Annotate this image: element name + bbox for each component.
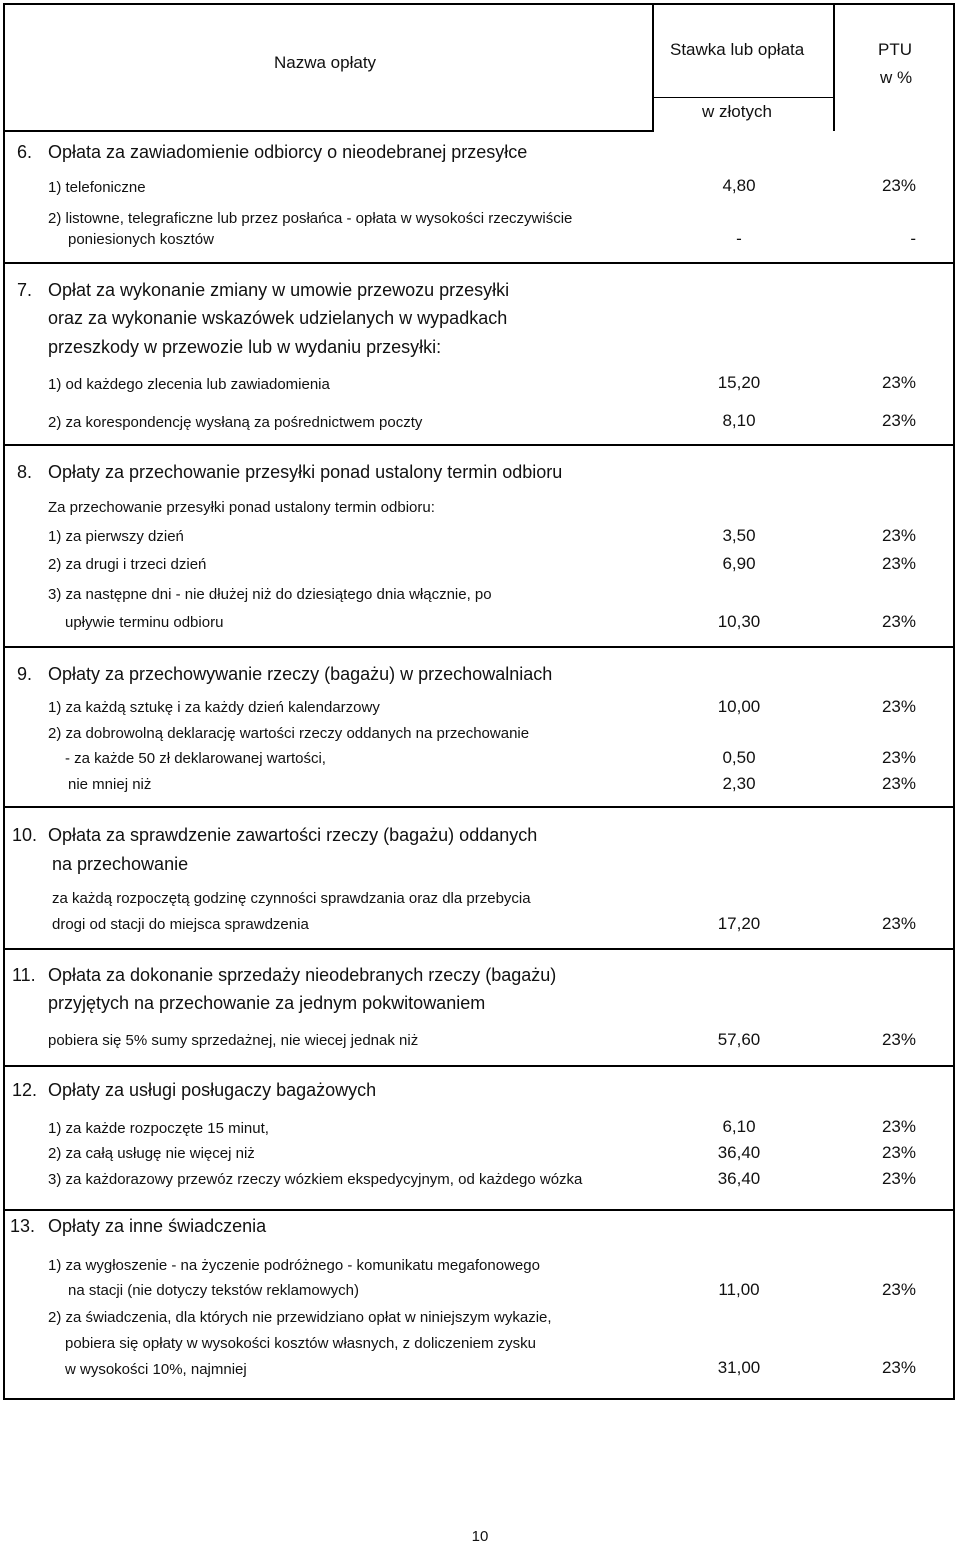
section-title: Opłata za zawiadomienie odbiorcy o nieodebranej przesyłce — [48, 142, 528, 162]
section-separator — [3, 646, 955, 648]
fee-item-text: 1) telefoniczne — [48, 179, 146, 196]
ptu-rate: 23% — [881, 526, 916, 545]
ptu-rate: 23% — [881, 373, 916, 392]
fee-value: 0,50 — [722, 748, 756, 767]
ptu-rate: - — [910, 229, 916, 248]
section-number: 10. — [12, 825, 38, 845]
header-bottom-line — [3, 130, 654, 132]
column-divider-ptu — [833, 3, 835, 131]
fee-item-text: 2) listowne, telegraficzne lub przez posłańca - opłata w wysokości rzeczywiście — [48, 210, 573, 227]
fee-item-text: 2) za drugi i trzeci dzień — [48, 556, 207, 573]
fee-item-text: 1) za wygłoszenie - na życzenie podróżnego - komunikatu megafonowego — [48, 1257, 540, 1274]
fee-item-text: nie mniej niż — [68, 776, 152, 793]
fee-item-text: pobiera się 5% sumy sprzedażnej, nie wiecej jednak niż — [48, 1032, 419, 1049]
section-separator — [3, 444, 955, 446]
fee-item-text: 1) od każdego zlecenia lub zawiadomienia — [48, 376, 330, 393]
fee-value: 4,80 — [722, 176, 756, 195]
header-ptu: PTU — [878, 40, 912, 59]
fee-item-text: poniesionych kosztów — [68, 231, 214, 248]
fee-item-text: 1) za każde rozpoczęte 15 minut, — [48, 1120, 269, 1137]
fee-item-text: - za każde 50 zł deklarowanej wartości, — [65, 750, 326, 767]
section-number: 7. — [17, 280, 33, 300]
section-title: przyjętych na przechowanie za jednym pokwitowaniem — [48, 993, 486, 1013]
page-number: 10 — [471, 1528, 489, 1545]
header-rate: Stawka lub opłata — [670, 40, 805, 59]
section-number: 8. — [17, 462, 33, 482]
header-rate-unit: w złotych — [702, 102, 772, 121]
fee-item-text: w wysokości 10%, najmniej — [65, 1361, 247, 1378]
ptu-rate: 23% — [881, 697, 916, 716]
section-number: 6. — [17, 142, 33, 162]
fee-value: 36,40 — [717, 1169, 761, 1188]
fee-item-text: 2) za dobrowolną deklarację wartości rzeczy oddanych na przechowanie — [48, 725, 530, 742]
fee-item-text: pobiera się opłaty w wysokości kosztów własnych, z doliczeniem zysku — [65, 1335, 537, 1352]
ptu-rate: 23% — [881, 914, 916, 933]
fee-value: 17,20 — [717, 914, 761, 933]
rate-header-divider — [653, 97, 833, 98]
ptu-rate: 23% — [881, 612, 916, 631]
section-title: Opłat za wykonanie zmiany w umowie przewozu przesyłki — [48, 280, 510, 300]
ptu-rate: 23% — [881, 176, 916, 195]
section-intro: Za przechowanie przesyłki ponad ustalony termin odbioru: — [48, 499, 435, 516]
fee-item-text: 2) za świadczenia, dla których nie przewidziano opłat w niniejszym wykazie, — [48, 1309, 552, 1326]
fee-item-text: drogi od stacji do miejsca sprawdzenia — [52, 916, 309, 933]
section-separator — [3, 262, 955, 264]
section-title: Opłaty za przechowywanie rzeczy (bagażu) w przechowalniach — [48, 664, 553, 684]
section-separator — [3, 1209, 955, 1211]
fee-item-text: 2) za całą usługę nie więcej niż — [48, 1145, 255, 1162]
ptu-rate: 23% — [881, 774, 916, 793]
fee-value: 3,50 — [722, 526, 756, 545]
section-number: 13. — [10, 1216, 36, 1236]
column-divider-rate — [652, 3, 654, 131]
section-number: 12. — [12, 1080, 38, 1100]
ptu-rate: 23% — [881, 748, 916, 767]
section-number: 9. — [17, 664, 33, 684]
section-title: Opłata za sprawdzenie zawartości rzeczy (bagażu) oddanych — [48, 825, 538, 845]
fee-value: 10,00 — [717, 697, 761, 716]
fee-item-text: 2) za korespondencję wysłaną za pośrednictwem poczty — [48, 414, 423, 431]
fee-value: - — [736, 229, 742, 248]
ptu-rate: 23% — [881, 1169, 916, 1188]
fee-item-text: za każdą rozpoczętą godzinę czynności sprawdzania oraz dla przebycia — [52, 890, 531, 907]
fee-value: 2,30 — [722, 774, 756, 793]
fee-value: 6,90 — [722, 554, 756, 573]
fee-value: 36,40 — [717, 1143, 761, 1162]
ptu-rate: 23% — [881, 1143, 916, 1162]
fee-value: 6,10 — [722, 1117, 756, 1136]
ptu-rate: 23% — [881, 1280, 916, 1299]
fee-item-text: 3) za każdorazowy przewóz rzeczy wózkiem ekspedycyjnym, od każdego wózka — [48, 1171, 583, 1188]
section-title: na przechowanie — [52, 854, 189, 874]
section-separator — [3, 1065, 955, 1067]
fee-value: 31,00 — [717, 1358, 761, 1377]
fee-value: 57,60 — [717, 1030, 761, 1049]
ptu-rate: 23% — [881, 554, 916, 573]
fee-item-text: 1) za pierwszy dzień — [48, 528, 184, 545]
section-title: oraz za wykonanie wskazówek udzielanych w wypadkach — [48, 308, 508, 328]
section-title: Opłaty za przechowanie przesyłki ponad ustalony termin odbioru — [48, 462, 563, 482]
fee-item-text: upływie terminu odbioru — [65, 614, 224, 631]
fee-value: 11,00 — [718, 1280, 760, 1299]
ptu-rate: 23% — [881, 1030, 916, 1049]
fee-value: 15,20 — [717, 373, 761, 392]
ptu-rate: 23% — [881, 1358, 916, 1377]
section-separator — [3, 806, 955, 808]
section-title: przeszkody w przewozie lub w wydaniu przesyłki: — [48, 337, 442, 357]
section-title: Opłaty za inne świadczenia — [48, 1216, 267, 1236]
fee-item-text: na stacji (nie dotyczy tekstów reklamowych) — [68, 1282, 359, 1299]
section-title: Opłata za dokonanie sprzedaży nieodebranych rzeczy (bagażu) — [48, 965, 557, 985]
fee-item-text: 1) za każdą sztukę i za każdy dzień kalendarzowy — [48, 699, 380, 716]
section-separator — [3, 948, 955, 950]
fee-item-text: 3) za następne dni - nie dłużej niż do dziesiątego dnia włącznie, po — [48, 586, 492, 603]
ptu-rate: 23% — [881, 1117, 916, 1136]
header-name: Nazwa opłaty — [274, 53, 377, 72]
ptu-rate: 23% — [881, 411, 916, 430]
fee-value: 8,10 — [722, 411, 756, 430]
fee-value: 10,30 — [717, 612, 761, 631]
section-title: Opłaty za usługi posługaczy bagażowych — [48, 1080, 377, 1100]
section-number: 11. — [12, 965, 36, 985]
header-ptu-unit: w % — [880, 68, 913, 87]
